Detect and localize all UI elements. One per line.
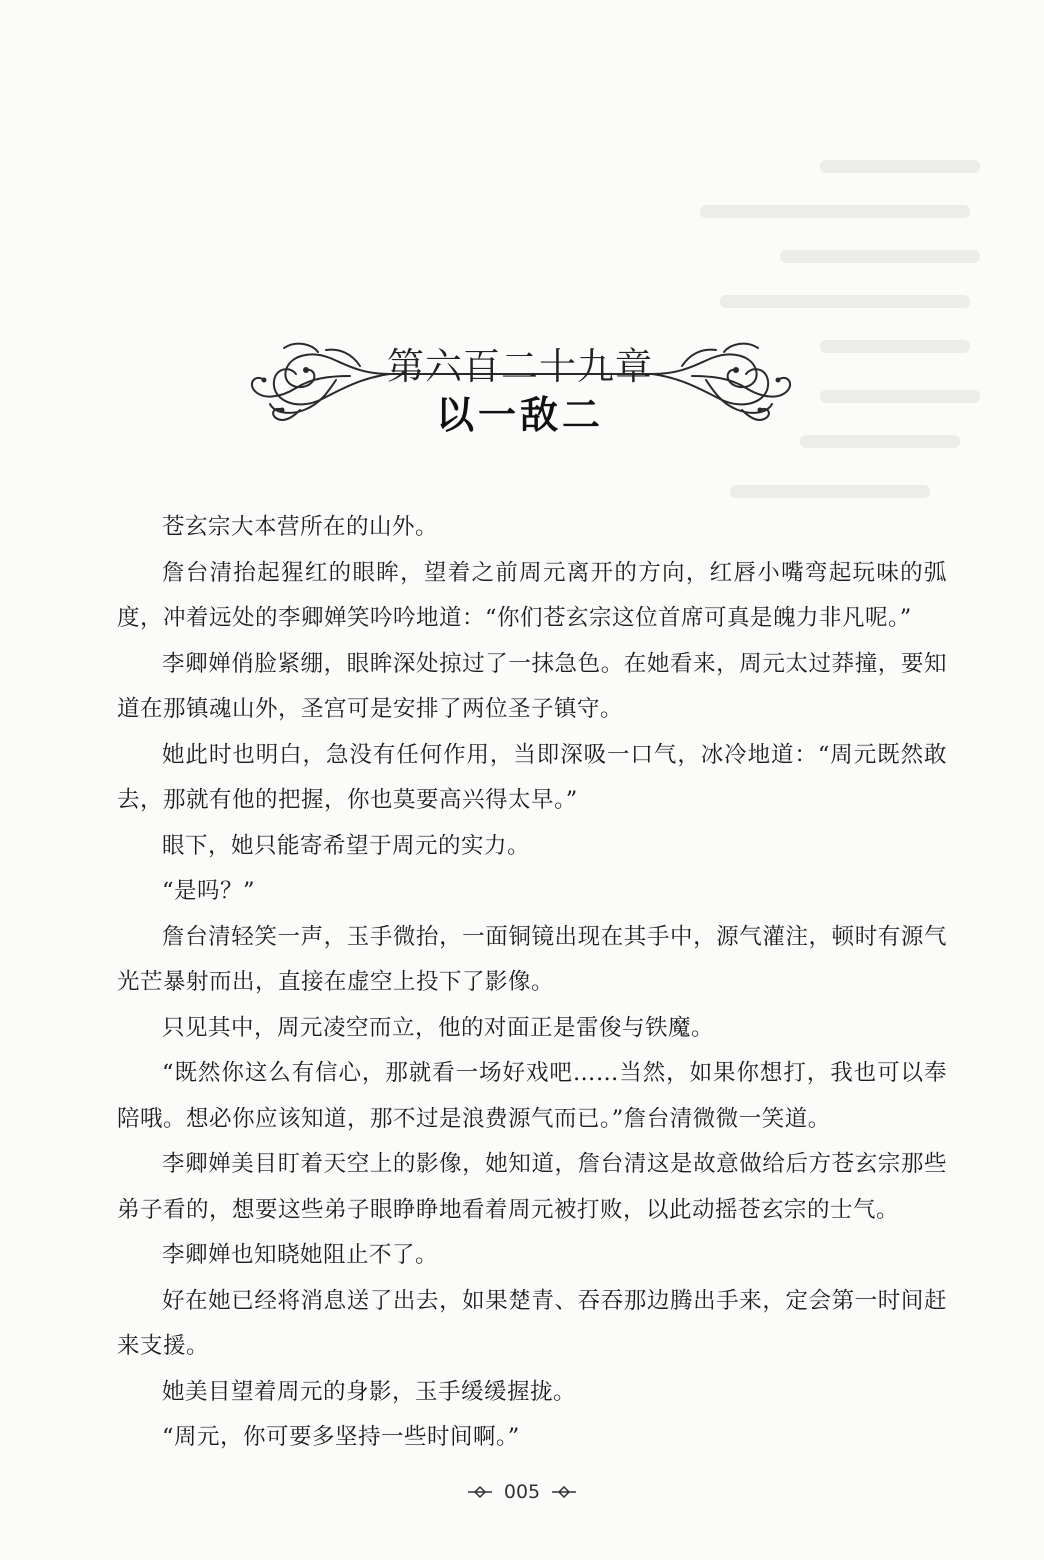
chapter-number: 第六百二十九章 [387,345,653,388]
page-number-text: 005 [503,1480,541,1503]
paragraph: 她美目望着周元的身影，玉手缓缓握拢。 [162,1378,577,1405]
paragraph: 好在她已经将消息送了出去，如果楚青、吞吞那边腾出手来，定会第一时间赶来支援。 [117,1287,947,1359]
folio-ornament-left-icon [466,1486,494,1498]
paragraph: 詹台清抬起猩红的眼眸，望着之前周元离开的方向，红唇小嘴弯起玩味的弧度，冲着远处的李卿婵笑吟吟地道：“你们苍玄宗这位首席可真是魄力非凡呢。” [117,559,947,631]
paragraph: 李卿婵俏脸紧绷，眼眸深处掠过了一抹急色。在她看来，周元太过莽撞，要知道在那镇魂山外，圣宫可是安排了两位圣子镇守。 [117,650,947,722]
paragraph: “既然你这么有信心，那就看一场好戏吧……当然，如果你想打，我也可以奉陪哦。想必你应该知道，那不过是浪费源气而已。”詹台清微微一笑道。 [117,1060,947,1132]
paragraph: “是吗？” [162,878,256,904]
paragraph: 詹台清轻笑一声，玉手微抬，一面铜镜出现在其手中，源气灌注，顿时有源气光芒暴射而出，直接在虚空上投下了影像。 [117,923,947,995]
paragraph: 李卿婵也知晓她阻止不了。 [162,1242,439,1268]
chapter-heading [240,318,800,448]
chapter-title: 以一敌二 [435,393,604,437]
paragraph: 李卿婵美目盯着天空上的影像，她知道，詹台清这是故意做给后方苍玄宗那些弟子看的，想要这些弟子眼睁睁地看着周元被打败，以此动摇苍玄宗的士气。 [117,1151,947,1223]
paragraph: 只见其中，周元凌空而立，他的对面正是雷俊与铁魔。 [162,1014,715,1041]
paragraph: “周元，你可要多坚持一些时间啊。” [162,1424,520,1450]
chapter-body [117,505,947,1461]
paragraph: 她此时也明白，急没有任何作用，当即深吸一口气，冰冷地道：“周元既然敢去，那就有他的把握，你也莫要高兴得太早。” [117,741,947,813]
folio-ornament-right-icon [550,1486,578,1498]
paragraph: 眼下，她只能寄希望于周元的实力。 [162,832,531,859]
paragraph: 苍玄宗大本营所在的山外。 [162,514,439,540]
page-number [0,1480,1044,1503]
